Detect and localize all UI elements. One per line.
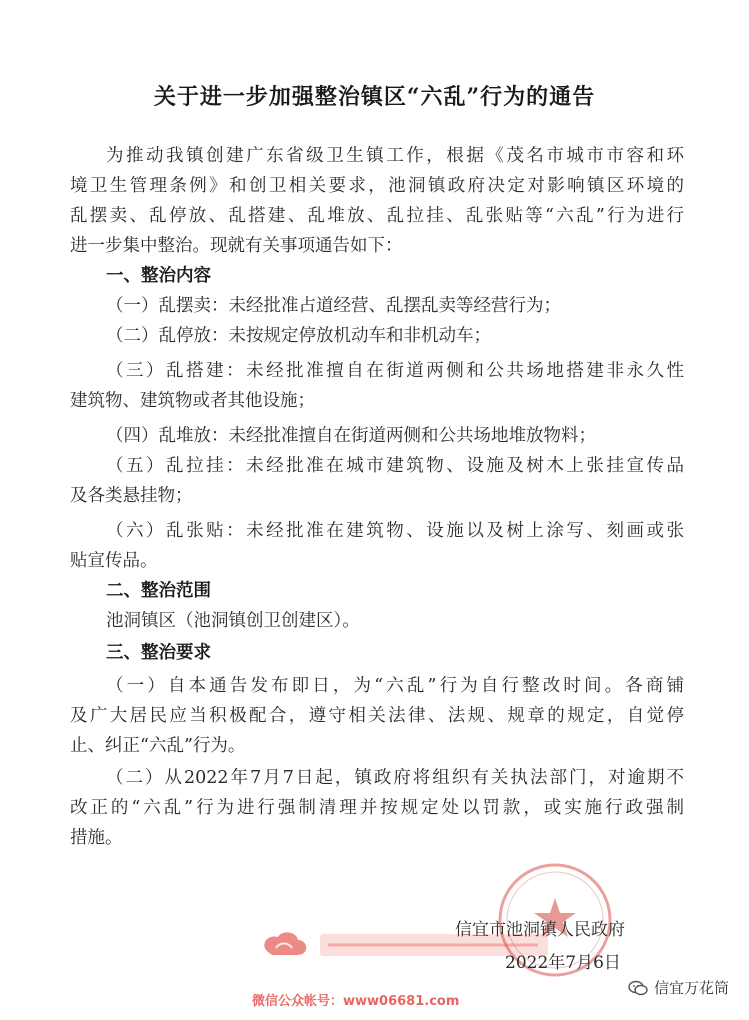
section-item: （二）从2022年7月7日起，镇政府将组织有关执法部门，对逾期不 (106, 768, 684, 788)
watermark-brand-text: 信宜万花筒 (654, 979, 730, 997)
section-item: （四）乱堆放：未经批准擅自在街道两侧和公共场地堆放物料； (106, 426, 596, 446)
section-item-cont: 建筑物、建筑物或者其他设施； (70, 391, 315, 411)
section-item-cont: 改正的“六乱”行为进行强制清理并按规定处以罚款，或实施行政强制 (70, 798, 684, 818)
section-item-cont: 及广大居民应当积极配合，遵守相关法律、法规、规章的规定，自觉停 (70, 706, 684, 726)
section-item: （一）乱摆卖：未经批准占道经营、乱摆乱卖等经营行为； (106, 296, 561, 316)
section-item: （三）乱搭建：未经批准擅自在街道两侧和公共场地搭建非永久性 (106, 361, 684, 381)
watermark-site-url: 微信公众帐号：www06681.com (252, 994, 460, 1009)
intro-line: 进一步集中整治。现就有关事项通告如下： (70, 236, 403, 256)
section-item: （六）乱张贴：未经批准在建筑物、设施以及树上涂写、刻画或张 (106, 521, 684, 541)
signature-date: 2022年7月6日 (505, 953, 621, 973)
intro-line: 为推动我镇创建广东省级卫生镇工作，根据《茂名市城市市容和环 (106, 146, 684, 166)
notice-title: 关于进一步加强整治镇区“六乱”行为的通告 (153, 84, 596, 110)
section-heading: 三、整治要求 (106, 643, 211, 663)
watermark-brand (628, 977, 729, 998)
intro-line: 境卫生管理条例》和创卫相关要求，池洞镇政府决定对影响镇区环境的 (70, 176, 684, 196)
section-heading: 二、整治范围 (106, 581, 211, 601)
section-item: （五）乱拉挂：未经批准在城市建筑物、设施及树木上张挂宣传品 (106, 456, 684, 476)
section-item: （一）自本通告发布即日，为“六乱”行为自行整改时间。各商铺 (106, 676, 684, 696)
watermark-logo-icon (258, 928, 558, 962)
section-item-cont: 及各类悬挂物； (70, 486, 193, 506)
section-text: 池洞镇区（池洞镇创卫创建区）。 (106, 611, 360, 631)
section-item-cont: 贴宣传品。 (70, 551, 158, 571)
signature-org: 信宜市池洞镇人民政府 (455, 920, 625, 940)
intro-line: 乱摆卖、乱停放、乱搭建、乱堆放、乱拉挂、乱张贴等“六乱”行为进行 (70, 206, 684, 226)
section-item-cont: 止、纠正“六乱”行为。 (70, 736, 246, 756)
section-item: （二）乱停放：未按规定停放机动车和非机动车； (106, 326, 491, 346)
section-heading: 一、整治内容 (106, 266, 211, 286)
wechat-icon (628, 980, 648, 996)
section-item-cont: 措施。 (70, 828, 123, 848)
